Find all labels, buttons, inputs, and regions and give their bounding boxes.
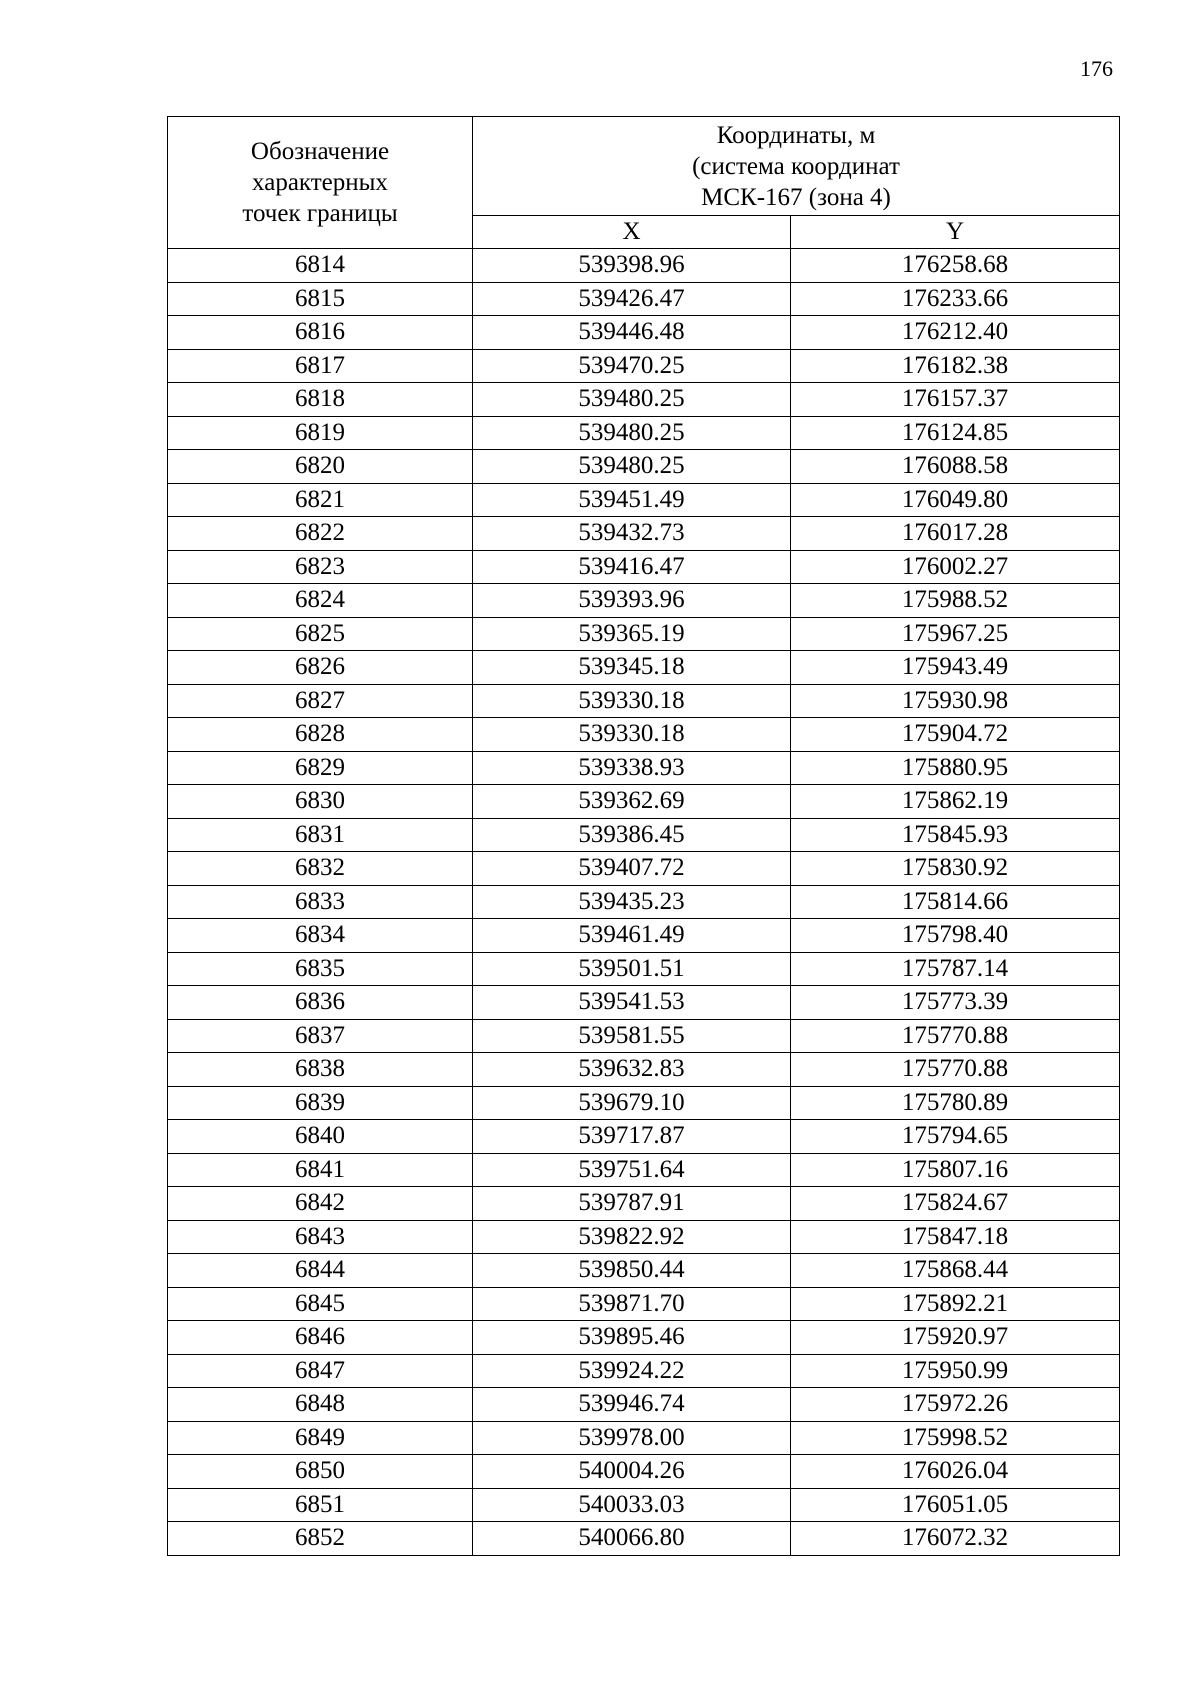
- cell-y: 175967.25: [791, 617, 1120, 651]
- cell-x: 539426.47: [473, 282, 791, 316]
- cell-point: 6820: [168, 450, 473, 484]
- cell-x: 539416.47: [473, 550, 791, 584]
- cell-y: 175780.89: [791, 1086, 1120, 1120]
- cell-y: 175824.67: [791, 1187, 1120, 1221]
- table-row: [168, 651, 1120, 685]
- header-y: Y: [791, 216, 1120, 249]
- cell-y: 175862.19: [791, 785, 1120, 819]
- table-row: [168, 1321, 1120, 1355]
- table-row: [168, 885, 1120, 919]
- cell-point: 6818: [168, 383, 473, 417]
- cell-y: 175950.99: [791, 1354, 1120, 1388]
- cell-point: 6816: [168, 316, 473, 350]
- cell-y: 175972.26: [791, 1388, 1120, 1422]
- table-row: [168, 1086, 1120, 1120]
- table-row: [168, 919, 1120, 953]
- table-row: [168, 1120, 1120, 1154]
- cell-x: 539679.10: [473, 1086, 791, 1120]
- table-row: [168, 483, 1120, 517]
- cell-x: 539451.49: [473, 483, 791, 517]
- cell-x: 540066.80: [473, 1522, 791, 1556]
- cell-x: 539787.91: [473, 1187, 791, 1221]
- table-row: [168, 718, 1120, 752]
- cell-x: 539461.49: [473, 919, 791, 953]
- cell-point: 6837: [168, 1019, 473, 1053]
- cell-point: 6841: [168, 1153, 473, 1187]
- cell-x: 539924.22: [473, 1354, 791, 1388]
- table-row: [168, 952, 1120, 986]
- cell-y: 175794.65: [791, 1120, 1120, 1154]
- cell-x: 539541.53: [473, 986, 791, 1020]
- table-header: [168, 117, 1120, 249]
- cell-y: 175904.72: [791, 718, 1120, 752]
- cell-y: 175880.95: [791, 751, 1120, 785]
- cell-y: 175770.88: [791, 1019, 1120, 1053]
- cell-point: 6826: [168, 651, 473, 685]
- cell-point: 6843: [168, 1220, 473, 1254]
- table-row: [168, 517, 1120, 551]
- table-row: [168, 383, 1120, 417]
- cell-y: 176072.32: [791, 1522, 1120, 1556]
- cell-x: 539470.25: [473, 349, 791, 383]
- cell-point: 6814: [168, 249, 473, 283]
- cell-x: 539480.25: [473, 450, 791, 484]
- cell-point: 6834: [168, 919, 473, 953]
- table-row: [168, 852, 1120, 886]
- table-row: [168, 1455, 1120, 1489]
- cell-y: 175920.97: [791, 1321, 1120, 1355]
- cell-y: 176026.04: [791, 1455, 1120, 1489]
- cell-y: 175868.44: [791, 1254, 1120, 1288]
- table-row: [168, 450, 1120, 484]
- cell-y: 175814.66: [791, 885, 1120, 919]
- cell-y: 176212.40: [791, 316, 1120, 350]
- cell-point: 6832: [168, 852, 473, 886]
- cell-point: 6825: [168, 617, 473, 651]
- cell-x: 539717.87: [473, 1120, 791, 1154]
- cell-y: 176088.58: [791, 450, 1120, 484]
- cell-point: 6827: [168, 684, 473, 718]
- table-row: [168, 1522, 1120, 1556]
- header-coordinates: Координаты, м (система координат МСК-167 (зона 4): [473, 117, 1120, 216]
- cell-y: 175988.52: [791, 584, 1120, 618]
- cell-y: 176233.66: [791, 282, 1120, 316]
- table-row: [168, 550, 1120, 584]
- cell-y: 176051.05: [791, 1488, 1120, 1522]
- cell-y: 176258.68: [791, 249, 1120, 283]
- cell-y: 175773.39: [791, 986, 1120, 1020]
- cell-x: 539386.45: [473, 818, 791, 852]
- cell-y: 175847.18: [791, 1220, 1120, 1254]
- cell-point: 6831: [168, 818, 473, 852]
- cell-point: 6845: [168, 1287, 473, 1321]
- cell-y: 175830.92: [791, 852, 1120, 886]
- cell-point: 6849: [168, 1421, 473, 1455]
- cell-point: 6851: [168, 1488, 473, 1522]
- cell-x: 539946.74: [473, 1388, 791, 1422]
- table-row: [168, 416, 1120, 450]
- cell-point: 6821: [168, 483, 473, 517]
- cell-y: 175845.93: [791, 818, 1120, 852]
- table-row: [168, 751, 1120, 785]
- table-row: [168, 1354, 1120, 1388]
- table-row: [168, 1421, 1120, 1455]
- table-row: [168, 1220, 1120, 1254]
- table-row: [168, 1153, 1120, 1187]
- cell-x: 539446.48: [473, 316, 791, 350]
- cell-x: 539850.44: [473, 1254, 791, 1288]
- cell-point: 6815: [168, 282, 473, 316]
- cell-y: 175943.49: [791, 651, 1120, 685]
- table-row: [168, 282, 1120, 316]
- cell-point: 6835: [168, 952, 473, 986]
- table-row: [168, 349, 1120, 383]
- cell-x: 539407.72: [473, 852, 791, 886]
- cell-point: 6847: [168, 1354, 473, 1388]
- cell-y: 176182.38: [791, 349, 1120, 383]
- cell-point: 6840: [168, 1120, 473, 1154]
- cell-point: 6829: [168, 751, 473, 785]
- cell-y: 175798.40: [791, 919, 1120, 953]
- cell-x: 539330.18: [473, 718, 791, 752]
- cell-x: 539345.18: [473, 651, 791, 685]
- table-row: [168, 249, 1120, 283]
- cell-x: 539871.70: [473, 1287, 791, 1321]
- cell-point: 6828: [168, 718, 473, 752]
- cell-x: 540033.03: [473, 1488, 791, 1522]
- table-row: [168, 1254, 1120, 1288]
- cell-x: 539393.96: [473, 584, 791, 618]
- table-row: [168, 1287, 1120, 1321]
- table-row: [168, 818, 1120, 852]
- table-row: [168, 684, 1120, 718]
- cell-x: 540004.26: [473, 1455, 791, 1489]
- cell-y: 175770.88: [791, 1053, 1120, 1087]
- cell-x: 539501.51: [473, 952, 791, 986]
- cell-x: 539632.83: [473, 1053, 791, 1087]
- cell-point: 6846: [168, 1321, 473, 1355]
- cell-point: 6839: [168, 1086, 473, 1120]
- cell-x: 539365.19: [473, 617, 791, 651]
- table-row: [168, 1488, 1120, 1522]
- cell-point: 6842: [168, 1187, 473, 1221]
- cell-point: 6817: [168, 349, 473, 383]
- cell-point: 6833: [168, 885, 473, 919]
- table-row: [168, 1388, 1120, 1422]
- header-x: X: [473, 216, 791, 249]
- cell-x: 539432.73: [473, 517, 791, 551]
- cell-x: 539751.64: [473, 1153, 791, 1187]
- header-point-designation: Обозначение характерных точек границы: [168, 117, 473, 249]
- cell-x: 539362.69: [473, 785, 791, 819]
- cell-point: 6830: [168, 785, 473, 819]
- cell-point: 6822: [168, 517, 473, 551]
- cell-x: 539895.46: [473, 1321, 791, 1355]
- cell-y: 176049.80: [791, 483, 1120, 517]
- cell-y: 176002.27: [791, 550, 1120, 584]
- cell-y: 176157.37: [791, 383, 1120, 417]
- table-row: [168, 1053, 1120, 1087]
- table-row: [168, 1019, 1120, 1053]
- cell-x: 539435.23: [473, 885, 791, 919]
- cell-point: 6824: [168, 584, 473, 618]
- cell-x: 539480.25: [473, 383, 791, 417]
- table-row: [168, 617, 1120, 651]
- cell-point: 6838: [168, 1053, 473, 1087]
- cell-point: 6850: [168, 1455, 473, 1489]
- cell-point: 6848: [168, 1388, 473, 1422]
- table-row: [168, 1187, 1120, 1221]
- cell-point: 6823: [168, 550, 473, 584]
- table-body: [168, 249, 1120, 1556]
- cell-x: 539398.96: [473, 249, 791, 283]
- coordinates-table: [167, 116, 1120, 1556]
- table-row: [168, 986, 1120, 1020]
- cell-point: 6844: [168, 1254, 473, 1288]
- cell-y: 175787.14: [791, 952, 1120, 986]
- cell-y: 175807.16: [791, 1153, 1120, 1187]
- table-row: [168, 316, 1120, 350]
- table-row: [168, 584, 1120, 618]
- cell-y: 176017.28: [791, 517, 1120, 551]
- page-number: 176: [1080, 56, 1113, 81]
- cell-y: 175998.52: [791, 1421, 1120, 1455]
- table-row: [168, 785, 1120, 819]
- cell-y: 175930.98: [791, 684, 1120, 718]
- cell-point: 6836: [168, 986, 473, 1020]
- cell-y: 176124.85: [791, 416, 1120, 450]
- cell-x: 539581.55: [473, 1019, 791, 1053]
- cell-x: 539978.00: [473, 1421, 791, 1455]
- cell-x: 539338.93: [473, 751, 791, 785]
- cell-y: 175892.21: [791, 1287, 1120, 1321]
- cell-point: 6819: [168, 416, 473, 450]
- cell-x: 539330.18: [473, 684, 791, 718]
- cell-x: 539822.92: [473, 1220, 791, 1254]
- cell-x: 539480.25: [473, 416, 791, 450]
- cell-point: 6852: [168, 1522, 473, 1556]
